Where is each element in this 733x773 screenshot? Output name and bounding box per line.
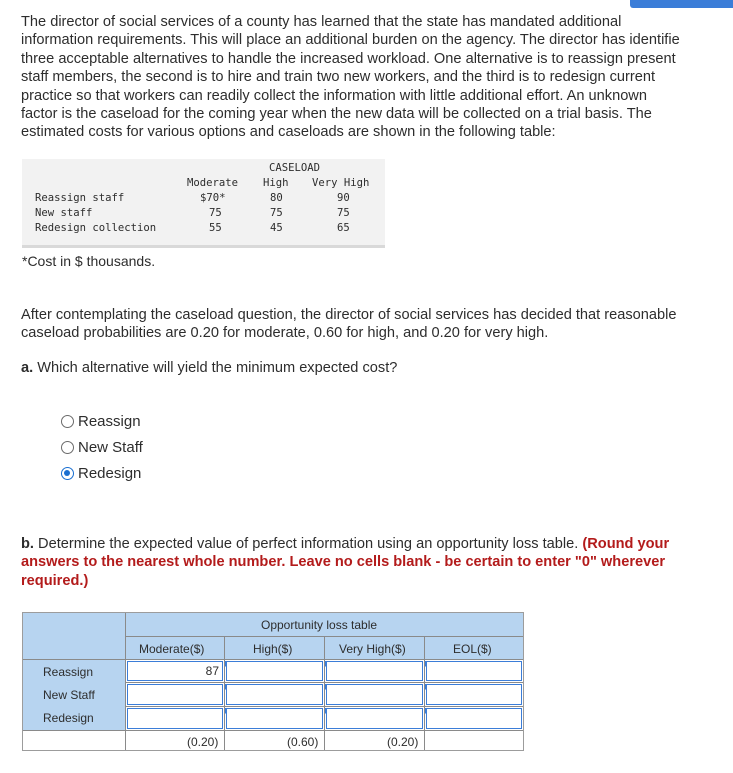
cost-value: 65 (337, 222, 350, 234)
cost-footnote: *Cost in $ thousands. (22, 253, 156, 269)
cost-value: 75 (337, 207, 350, 219)
loss-input-redesign-high[interactable] (226, 708, 323, 729)
probability-high: (0.60) (287, 735, 319, 749)
loss-table-title: Opportunity loss table (261, 618, 378, 632)
option-label: Redesign (78, 464, 142, 482)
caseload-header: CASELOAD (269, 162, 321, 174)
intro-line: practice so that workers can readily collect the information with little additional effort. An unknown (21, 87, 647, 104)
col-header-high: High($) (253, 642, 293, 656)
question-b-instruction: (Round your (582, 536, 670, 552)
loss-input-redesign-moderate[interactable] (127, 708, 223, 729)
header-corner (23, 613, 125, 659)
cost-value: 45 (270, 222, 283, 234)
cost-value: 55 (209, 222, 222, 234)
row-label-reassign: Reassign (43, 665, 94, 679)
intro-line: staff members, the second is to hire and train two new workers, and the third is to redesign current (21, 69, 656, 86)
option-label: New Staff (78, 438, 143, 456)
col-header-very-high: Very High (312, 177, 370, 189)
question-b (21, 535, 733, 590)
cost-value: 90 (337, 192, 350, 204)
radio-button[interactable] (61, 415, 74, 428)
intro-line: three acceptable alternatives to handle the increased workload. One alternative is to reassign present (21, 50, 676, 67)
option-new-staff[interactable] (61, 437, 143, 457)
radio-button-selected[interactable] (61, 467, 74, 480)
loss-input-reassign-high[interactable] (226, 661, 323, 681)
row-label-reassign: Reassign staff (35, 192, 125, 204)
loss-input-new-staff-high[interactable] (226, 684, 323, 705)
option-redesign[interactable] (61, 463, 141, 483)
grid-line (23, 730, 523, 731)
question-b-instruction: answers to the nearest whole number. Leave no cells blank - be certain to enter "0" wherever (21, 554, 666, 571)
grid-line (224, 637, 225, 750)
loss-input-new-staff-very-high[interactable] (326, 684, 423, 705)
grid-line (424, 637, 425, 750)
col-header-high: High (263, 177, 289, 189)
grid-line (125, 613, 126, 750)
probabilities-paragraph (21, 306, 733, 343)
probability-moderate: (0.20) (187, 735, 219, 749)
loss-input-reassign-moderate[interactable] (127, 661, 223, 681)
intro-line: The director of social services of a county has learned that the state has mandated additional (21, 14, 622, 30)
cost-value: 75 (270, 207, 283, 219)
opportunity-loss-table (22, 612, 524, 751)
row-label-redesign: Redesign (43, 711, 94, 725)
loss-input-new-staff-moderate[interactable] (127, 684, 223, 705)
cost-value: 80 (270, 192, 283, 204)
question-b-prefix: b. (21, 536, 34, 552)
cost-table (22, 159, 385, 248)
question-a (21, 360, 397, 376)
option-reassign[interactable] (61, 411, 141, 431)
col-header-very-high: Very High($) (339, 642, 406, 656)
option-label: Reassign (78, 412, 141, 430)
loss-input-reassign-eol[interactable] (426, 661, 522, 681)
question-a-text: Which alternative will yield the minimum expected cost? (37, 360, 398, 376)
intro-line: factor is the caseload for the coming year when the new data will be collected on a trial basis. The (21, 106, 652, 123)
col-header-eol: EOL($) (453, 642, 492, 656)
para-line: After contemplating the caseload question, the director of social services has decided that reasonable (21, 307, 677, 323)
col-header-moderate: Moderate (187, 177, 239, 189)
cost-value: 75 (209, 207, 222, 219)
row-label-new-staff: New staff (35, 207, 93, 219)
problem-intro (21, 13, 733, 142)
grid-line (23, 659, 523, 660)
para-line: caseload probabilities are 0.20 for moderate, 0.60 for high, and 0.20 for very high. (21, 325, 549, 342)
question-b-text: Determine the expected value of perfect information using an opportunity loss table. (38, 536, 579, 552)
question-a-prefix: a. (21, 360, 34, 376)
grid-line (324, 637, 325, 750)
intro-line: information requirements. This will place an additional burden on the agency. The director has identifie (21, 32, 680, 49)
loss-input-new-staff-eol[interactable] (426, 684, 522, 705)
loss-input-redesign-very-high[interactable] (326, 708, 423, 729)
radio-button[interactable] (61, 441, 74, 454)
probability-very-high: (0.20) (387, 735, 419, 749)
loss-input-reassign-very-high[interactable] (326, 661, 423, 681)
loss-input-redesign-eol[interactable] (426, 708, 522, 729)
intro-line: estimated costs for various options and caseloads are shown in the following table: (21, 124, 556, 141)
cost-value: $70* (200, 192, 226, 204)
row-label-redesign: Redesign collection (35, 222, 157, 234)
question-b-instruction: required.) (21, 572, 89, 589)
row-label-new-staff: New Staff (43, 688, 95, 702)
top-accent-bar (630, 0, 733, 8)
col-header-moderate: Moderate($) (139, 642, 205, 656)
